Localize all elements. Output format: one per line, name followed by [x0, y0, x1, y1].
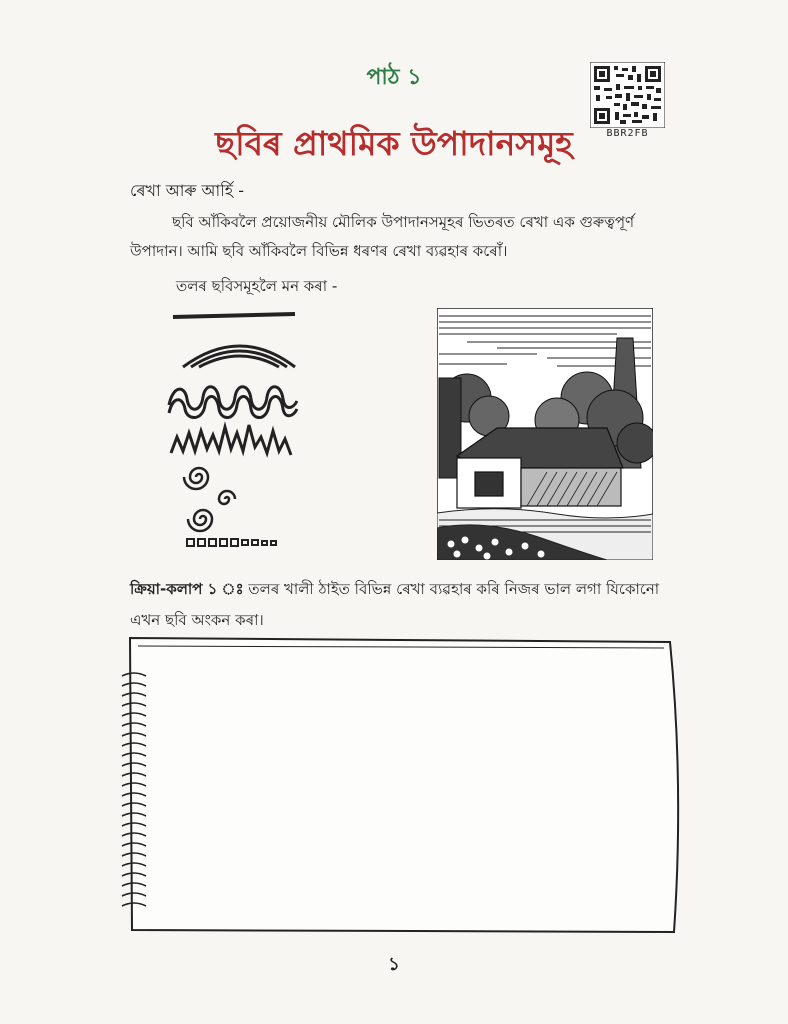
activity-instruction [130, 574, 670, 636]
square-dot-line [187, 539, 276, 546]
drawing-notebook-area[interactable] [118, 634, 688, 936]
lesson-label: পাঠ ১ [366, 65, 422, 90]
section-subheading: ৰেখা আৰু আৰ্হি - [130, 181, 245, 200]
landscape-line-drawing [437, 308, 653, 560]
body-paragraph: ছবি আঁকিবলৈ প্ৰয়োজনীয় মৌলিক উপাদানসমূহৰ ভিতৰত ৰেখা এক গুৰুত্বপূৰ্ণ উপাদান। আমি ছবি আঁকিবলৈ বিভিন্ন ধৰণৰ ৰেখা ব্যৱহাৰ কৰোঁ। [130, 213, 635, 260]
house [457, 428, 623, 508]
qr-code-text: BBR2FB [606, 128, 649, 139]
zigzag-line [171, 425, 291, 455]
wavy-line [169, 387, 297, 418]
arc-lines [183, 346, 295, 367]
observe-instruction: তলৰ ছবিসমূহলৈ মন কৰা - [176, 277, 338, 295]
activity-label: ক্ৰিয়া-কলাপ ১ ঃ [130, 580, 244, 598]
page-title: ছবিৰ প্ৰাথমিক উপাদানসমূহ [215, 124, 573, 163]
spiral-lines [184, 468, 235, 531]
page-number: ১ [388, 954, 400, 975]
straight-line [173, 314, 295, 317]
line-types-illustration [165, 305, 305, 555]
activity-text: তলৰ খালী ঠাইত বিভিন্ন ৰেখা ব্যৱহাৰ কৰি নিজৰ ভাল লগা যিকোনো এখন ছবি অংকন কৰা। [130, 580, 660, 629]
